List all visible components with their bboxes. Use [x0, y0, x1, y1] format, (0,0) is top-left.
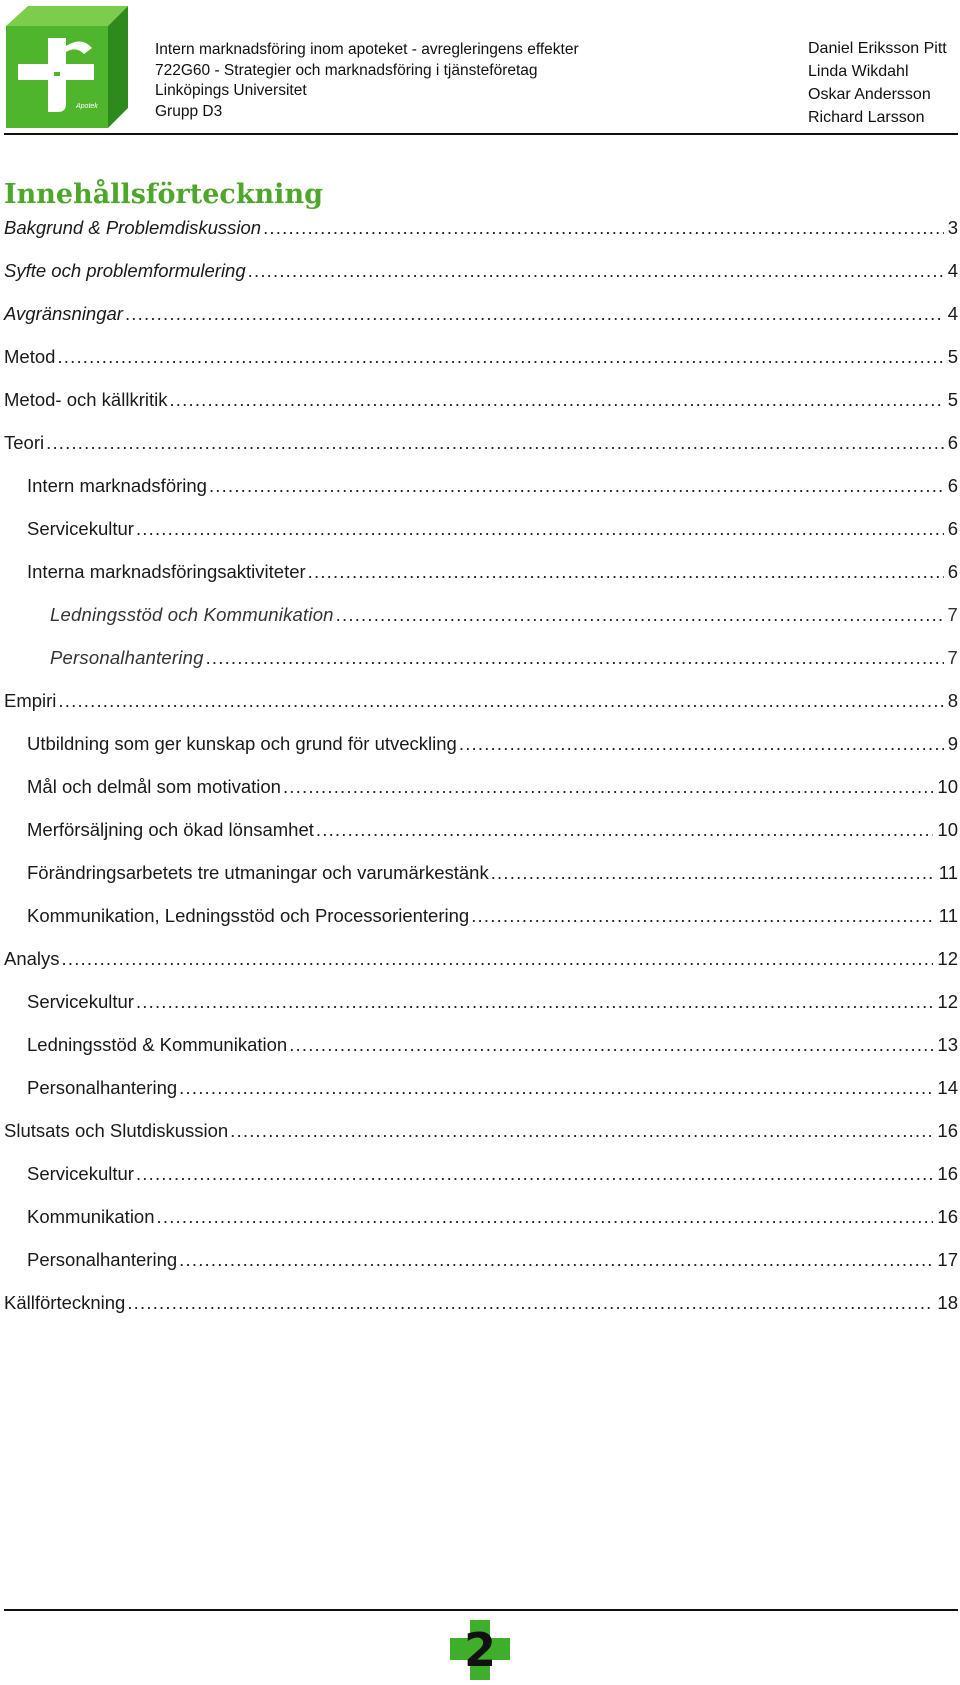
toc-entry-label: Servicekultur: [27, 1163, 134, 1184]
toc-page-number: 11: [938, 905, 958, 926]
course-info: [155, 40, 579, 122]
header-divider: [4, 133, 958, 135]
toc-page-number: 17: [937, 1249, 958, 1270]
dot-leader: [57, 342, 943, 372]
dot-leader: [136, 987, 933, 1017]
toc-page-number: 4: [947, 260, 958, 281]
toc-entry-label: Utbildning som ger kunskap och grund för utveckling: [27, 733, 457, 754]
toc-entry-label: Interna marknadsföringsaktiviteter: [27, 561, 306, 582]
toc-page-number: 5: [947, 346, 958, 367]
toc-page-number: 8: [947, 690, 958, 711]
dot-leader: [491, 858, 935, 888]
toc-entry-merforsaljning[interactable]: [27, 815, 958, 845]
group-name: Grupp D3: [155, 102, 223, 120]
toc-page-number: 6: [947, 475, 958, 496]
toc-entry-label: Ledningsstöd och Kommunikation: [50, 604, 334, 625]
dot-leader: [169, 385, 943, 415]
toc-entry-analys-servicekultur[interactable]: [27, 987, 958, 1017]
toc-entry-personalhantering[interactable]: [50, 643, 958, 673]
toc-entry-label: Metod: [4, 346, 56, 367]
apotek-cube-logo: [4, 4, 132, 130]
dot-leader: [289, 1030, 933, 1060]
toc-entry-interna-aktiviteter[interactable]: [27, 557, 958, 587]
toc-page-number: 7: [947, 604, 958, 625]
toc-entry-ledningsstod-kommunikation[interactable]: [50, 600, 958, 630]
dot-leader: [46, 428, 944, 458]
toc-entry-analys[interactable]: [4, 944, 958, 974]
toc-page-number: 11: [938, 862, 958, 883]
author-name: Oskar Andersson: [808, 86, 931, 103]
toc-entry-label: Personalhantering: [50, 647, 204, 668]
dot-leader: [58, 686, 943, 716]
toc-page-number: 18: [937, 1292, 958, 1313]
toc-entry-label: Källförteckning: [4, 1292, 126, 1313]
dot-leader: [136, 1159, 933, 1189]
toc-page-number: 4: [947, 303, 958, 324]
toc-entry-forandringsarbete[interactable]: [27, 858, 958, 888]
toc-entry-label: Servicekultur: [27, 991, 134, 1012]
dot-leader: [136, 514, 944, 544]
toc-entry-kommunikation-ledningsstod[interactable]: [27, 901, 958, 931]
toc-entry-empiri[interactable]: [4, 686, 958, 716]
toc-entry-slutsats-personalhantering[interactable]: [27, 1245, 958, 1275]
dot-leader: [248, 256, 944, 286]
toc-page-number: 7: [947, 647, 958, 668]
toc-entry-analys-ledningsstod[interactable]: [27, 1030, 958, 1060]
toc-page-number: 16: [937, 1163, 958, 1184]
dot-leader: [179, 1073, 933, 1103]
dot-leader: [206, 643, 944, 673]
toc-page-number: 12: [937, 948, 958, 969]
toc-page-number: 14: [937, 1077, 958, 1098]
toc-entry-label: Intern marknadsföring: [27, 475, 207, 496]
toc-entry-label: Slutsats och Slutdiskussion: [4, 1120, 229, 1141]
dot-leader: [263, 213, 944, 243]
dot-leader: [209, 471, 944, 501]
toc-entry-mal-delmal[interactable]: [27, 772, 958, 802]
toc-page-number: 6: [947, 561, 958, 582]
toc-entry-analys-personalhantering[interactable]: [27, 1073, 958, 1103]
author-name: Richard Larsson: [808, 109, 925, 126]
toc-page-number: 13: [937, 1034, 958, 1055]
toc-page-number: 16: [937, 1120, 958, 1141]
toc-entry-label: Teori: [4, 432, 45, 453]
footer-divider: [4, 1609, 958, 1611]
toc-entry-label: Förändringsarbetets tre utmaningar och varumärkestänk: [27, 862, 489, 883]
toc-entry-slutsats[interactable]: [4, 1116, 958, 1146]
toc-entry-intern-marknadsforing[interactable]: [27, 471, 958, 501]
toc-entry-metod-kallkritik[interactable]: [4, 385, 958, 415]
toc-entry-label: Merförsäljning och ökad lönsamhet: [27, 819, 314, 840]
toc-entry-label: Kommunikation, Ledningsstöd och Processorientering: [27, 905, 470, 926]
document-title: Intern marknadsföring inom apoteket - avregleringens effekter: [155, 41, 579, 58]
dot-leader: [471, 901, 935, 931]
toc-page-number: 3: [947, 217, 958, 238]
toc-entry-label: Kommunikation: [27, 1206, 155, 1227]
toc-page-number: 6: [947, 518, 958, 539]
dot-leader: [459, 729, 944, 759]
dot-leader: [230, 1116, 933, 1146]
toc-page-number: 6: [947, 432, 958, 453]
toc-entry-syfte[interactable]: [4, 256, 958, 286]
toc-page-number: 10: [937, 819, 958, 840]
page-number-badge: [448, 1618, 512, 1682]
university: Linköpings Universitet: [155, 82, 307, 99]
dot-leader: [316, 815, 934, 845]
toc-entry-utbildning[interactable]: [27, 729, 958, 759]
toc-entry-avgransningar[interactable]: [4, 299, 958, 329]
toc-page-number: 12: [937, 991, 958, 1012]
toc-entry-label: Empiri: [4, 690, 57, 711]
toc-entry-label: Personalhantering: [27, 1249, 178, 1270]
dot-leader: [125, 299, 944, 329]
toc-entry-label: Servicekultur: [27, 518, 134, 539]
toc-entry-label: Ledningsstöd & Kommunikation: [27, 1034, 288, 1055]
dot-leader: [283, 772, 933, 802]
toc-entry-label: Bakgrund & Problemdiskussion: [4, 217, 262, 238]
toc-page-number: 10: [937, 776, 958, 797]
page-number: 2: [463, 1623, 496, 1677]
toc-entry-label: Analys: [4, 948, 60, 969]
toc-entry-metod[interactable]: [4, 342, 958, 372]
toc-entry-bakgrund[interactable]: [4, 213, 958, 243]
toc-entry-label: Syfte och problemformulering: [4, 260, 246, 281]
course-name: 722G60 - Strategier och marknadsföring i tjänsteföretag: [155, 61, 538, 79]
dot-leader: [179, 1245, 933, 1275]
dot-leader: [127, 1288, 933, 1318]
toc-entry-label: Avgränsningar: [4, 303, 123, 324]
toc-entry-label: Mål och delmål som motivation: [27, 776, 281, 797]
author-name: Daniel Eriksson Pitt: [808, 40, 947, 57]
toc-page-number: 5: [947, 389, 958, 410]
dot-leader: [336, 600, 944, 630]
author-list: [808, 37, 947, 129]
toc-entry-teori[interactable]: [4, 428, 958, 458]
toc-entry-label: Personalhantering: [27, 1077, 178, 1098]
toc-title: Innehållsförteckning: [4, 179, 323, 210]
dot-leader: [157, 1202, 934, 1232]
toc-entry-servicekultur[interactable]: [27, 514, 958, 544]
logo-wordmark: Apotek: [76, 103, 98, 110]
dot-leader: [62, 944, 934, 974]
toc-page-number: 16: [937, 1206, 958, 1227]
toc-entry-kallforteckning[interactable]: [4, 1288, 958, 1318]
toc-entry-slutsats-servicekultur[interactable]: [27, 1159, 958, 1189]
dot-leader: [308, 557, 944, 587]
author-name: Linda Wikdahl: [808, 63, 909, 80]
toc-page-number: 9: [947, 733, 958, 754]
toc-entry-slutsats-kommunikation[interactable]: [27, 1202, 958, 1232]
toc-entry-label: Metod- och källkritik: [4, 389, 168, 410]
page-header: [0, 0, 960, 136]
